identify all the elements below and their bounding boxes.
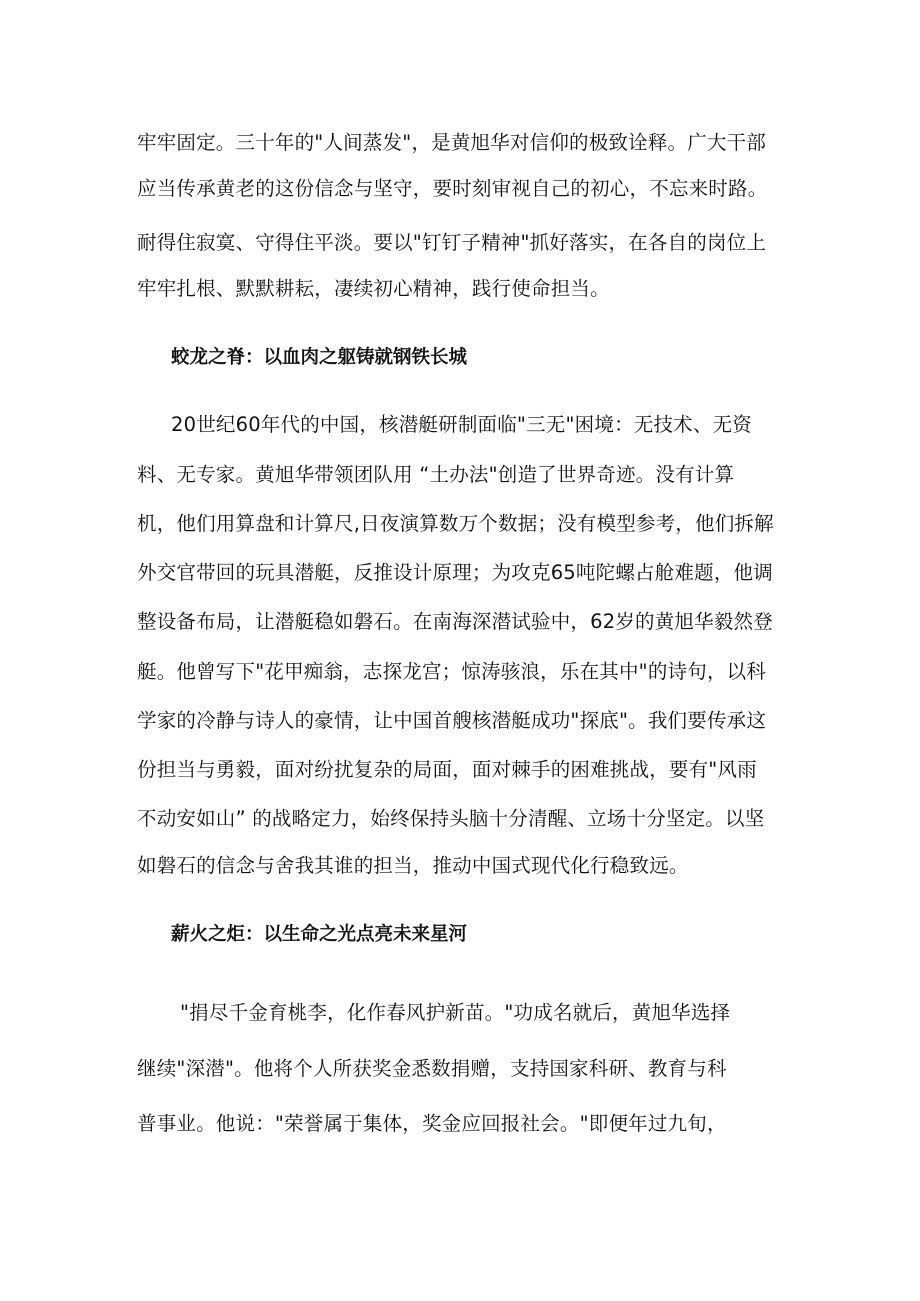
- section-heading-1: 蛟龙之脊：以血肉之躯铸就钢铁长城: [171, 347, 468, 368]
- paragraph-line: 学家的冷静与诗人的豪情，让中国首艘核潜艇成功"探底"。我们要传承这: [137, 709, 767, 732]
- paragraph-line: "捐尽千金育桃李，化作春风护新苗。"功成名就后，黄旭华选择: [180, 1001, 731, 1024]
- paragraph-line: 外交官带回的玩具潜艇，反推设计原理；为攻克65吨陀螺占舱难题，他调: [137, 561, 773, 584]
- paragraph-line: 牢牢固定。三十年的"人间蒸发"，是黄旭华对信仰的极致诠释。广大干部: [137, 131, 767, 154]
- paragraph-line: 机，他们用算盘和计算尺,日夜演算数万个数据；没有模型参考，他们拆解: [137, 512, 774, 535]
- paragraph-line: 艇。他曾写下"花甲痴翁，志探龙宫；惊涛骇浪，乐在其中"的诗句，以科: [137, 660, 767, 683]
- paragraph-line: 料、无专家。黄旭华带领团队用 “土办法"创造了世界奇迹。没有计算: [137, 463, 735, 486]
- paragraph-line: 整设备布局，让潜艇稳如磐石。在南海深潜试验中，62岁的黄旭华毅然登: [137, 610, 773, 633]
- paragraph-line: 耐得住寂寞、守得住平淡。要以"钉钉子精神"抓好落实，在各自的岗位上: [137, 231, 767, 254]
- paragraph-line: 份担当与勇毅，面对纷扰复杂的局面，面对棘手的困难挑战，要有"风雨: [137, 758, 757, 781]
- paragraph-line: 牢牢扎根、默默耕耘，凄续初心精神，践行使命担当。: [137, 277, 610, 300]
- section-heading-2: 薪火之炬：以生命之光点亮未来星河: [171, 924, 468, 945]
- paragraph-line: 继续"深潜"。他将个人所获奖金悉数捐赠，支持国家科研、教育与科: [137, 1057, 727, 1080]
- paragraph-line: 普事业。他说："荣誉属于集体，奖金应回报社会。"即便年过九旬，: [137, 1112, 727, 1135]
- paragraph-line: 20世纪60年代的中国，核潜艇研制面临"三无"困境：无技术、无资: [171, 413, 752, 436]
- paragraph-line: 如磐石的信念与舍我其谁的担当，推动中国式现代化行稳致远。: [137, 854, 689, 877]
- paragraph-line: 不动安如山” 的战略定力，始终保持头脑十分清醒、立场十分坚定。以坚: [137, 807, 765, 830]
- paragraph-line: 应当传承黄老的这份信念与坚守，要时刻审视自己的初心，不忘来时路。: [137, 177, 768, 200]
